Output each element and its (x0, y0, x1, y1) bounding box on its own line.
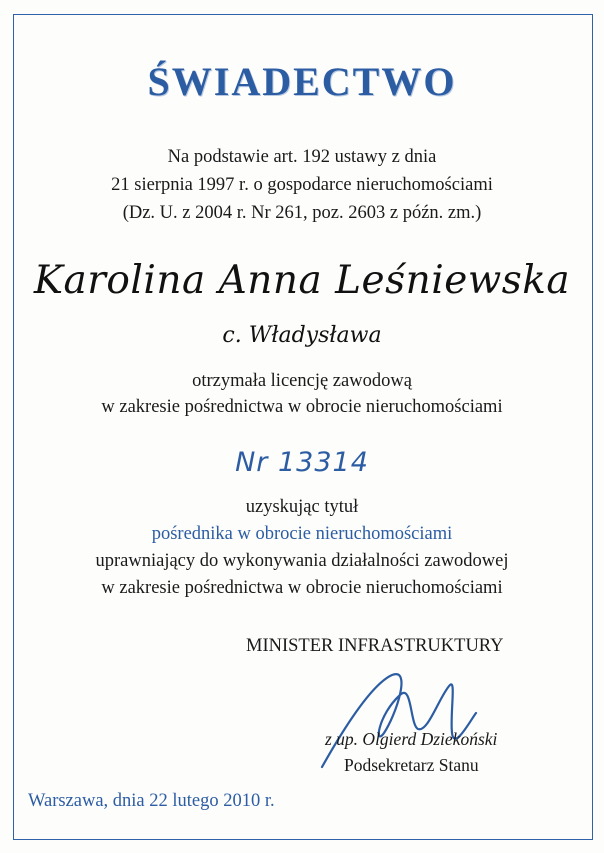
signatory-rank: Podsekretarz Stanu (344, 755, 479, 775)
entitlement-line-2: w zakresie pośrednictwa w obrocie nieruchomościami (101, 578, 503, 598)
license-number: Nr 13314 (235, 447, 369, 478)
place-and-date: Warszawa, dnia 22 lutego 2010 r. (28, 791, 275, 811)
legal-basis-line-3: (Dz. U. z 2004 r. Nr 261, poz. 2603 z późn. zm.) (122, 203, 482, 223)
holder-name: Karolina Anna Leśniewska (33, 258, 571, 303)
issuer-name: MINISTER INFRASTRUKTURY (246, 636, 504, 656)
certificate-title: ŚWIADECTWO (147, 59, 457, 104)
professional-title: pośrednika w obrocie nieruchomościami (151, 524, 453, 544)
entitlement-line-1: uprawniający do wykonywania działalności zawodowej (95, 551, 509, 571)
father-name: c. Władysława (222, 323, 382, 348)
signatory-name: z up. Olgierd Dziekoński (325, 729, 498, 749)
license-received-line-1: otrzymała licencję zawodową (192, 371, 412, 391)
legal-basis-line-2: 21 sierpnia 1997 r. o gospodarce nieruchomościami (111, 175, 493, 195)
obtaining-title-text: uzyskując tytuł (245, 497, 359, 517)
license-received-line-2: w zakresie pośrednictwa w obrocie nieruchomościami (101, 397, 503, 417)
legal-basis-line-1: Na podstawie art. 192 ustawy z dnia (167, 147, 437, 167)
